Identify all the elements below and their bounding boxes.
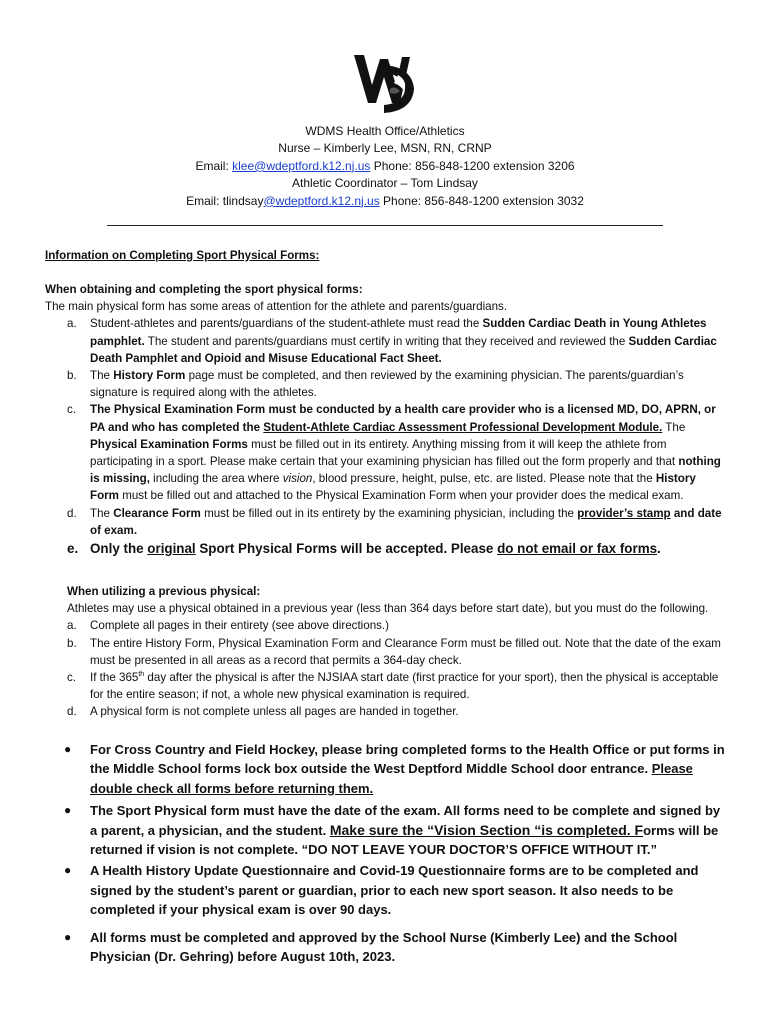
item-bold: Clearance Form	[113, 506, 201, 520]
item-bold: nothing is missing,	[90, 455, 721, 486]
list-marker: a.	[67, 317, 77, 331]
item-bold: Sudden Cardiac Death Pamphlet and Opioid and Misuse Educational Fact Sheet.	[90, 334, 717, 365]
item-text: The	[662, 420, 686, 434]
item-text: The entire History Form, Physical Examination Form and Clearance Form must be filled out. Note that the date of the exam must be presented in all areas as a record that permits a 364-day check.	[90, 636, 721, 667]
divider-line	[107, 225, 663, 226]
previous-heading: When utilizing a previous physical:	[67, 585, 261, 598]
bullet-icon: ●	[64, 742, 72, 756]
list-marker: e.	[67, 541, 79, 557]
header-coordinator: Athletic Coordinator – Tom Lindsay	[292, 176, 478, 191]
bullet-text: For Cross Country and Field Hockey, please bring completed forms to the Health Office or put forms in the Middle School forms lock box outside the West Deptford Middle School door entrance.	[90, 742, 725, 777]
item-text: If the 365	[90, 671, 139, 685]
list-marker: d.	[67, 705, 77, 719]
bullet-text: orms will be returned if vision is not complete. “DO NOT LEAVE YOUR DOCTOR’S OFFICE WITHOUT IT.”	[90, 822, 719, 858]
bullet-item	[45, 801, 725, 859]
item-text: The student and parents/guardians must certify in writing that they received and reviewed the	[144, 334, 629, 348]
item-text: must be filled out in its entirety. Anything missing from it will keep the athlete from participating in a sport. Please make certain that your examining physician has filled out the form properly and that	[90, 437, 679, 469]
header-coordinator-contact	[0, 193, 770, 210]
bullet-text: The Sport Physical form must have the date of the exam. All forms need to be complete and signed by a parent, a physician, and the student.	[90, 803, 721, 838]
item-text: Student-athletes and parents/guardians of the student-athlete must read the	[90, 317, 483, 331]
coordinator-phone: Phone: 856-848-1200 extension 3032	[379, 193, 584, 208]
section-title: Information on Completing Sport Physical Forms:	[45, 249, 320, 262]
header-nurse-contact	[0, 158, 770, 175]
coordinator-email-link[interactable]: @wdeptford.k12.nj.us	[263, 193, 380, 208]
bullet-list	[45, 740, 725, 966]
ordinal-suffix: th	[138, 671, 145, 679]
item-text: The	[90, 369, 114, 383]
providers-stamp: provider’s stamp	[577, 506, 671, 520]
list-marker: c.	[67, 671, 77, 685]
list-item-c	[45, 401, 725, 504]
prev-item-a	[67, 617, 727, 634]
item-bold: Physical Examination Forms	[90, 437, 248, 451]
item-bold: History Form	[90, 472, 696, 503]
list-marker: c.	[67, 403, 77, 417]
item-text: Sport Physical Forms will be accepted. Please	[195, 541, 498, 557]
email-label: Email: tlindsay	[186, 193, 264, 208]
no-email-fax: do not email or fax forms	[497, 541, 658, 557]
previous-intro: Athletes may use a physical obtained in a previous year (less than 364 days before start date), but you must do the following.	[67, 602, 709, 616]
obtaining-intro: The main physical form has some areas of attention for the athlete and parents/guardians.	[45, 300, 508, 314]
item-italic: vision	[282, 472, 313, 486]
item-bold: Sudden Cardiac Death in Young Athletes pamphlet.	[90, 317, 707, 348]
list-marker: b.	[67, 636, 77, 650]
school-logo	[350, 45, 420, 117]
item-bold: and date of exam.	[90, 506, 722, 537]
bullet-text: A Health History Update Questionnaire and Covid-19 Questionnaire forms are to be completed and signed by the student’s parent or guardian, prior to each new sport season. It also needs to be completed if your physical exam is over 90 days.	[90, 863, 699, 918]
item-text: Only the	[90, 541, 148, 557]
item-text: day after the physical is after the NJSIAA start date (first practice for your sport), then the physical is acceptable for the entire season; if not, a whole new physical examination is required.	[90, 671, 719, 702]
bullet-icon: ●	[64, 803, 72, 818]
item-text: The	[90, 506, 114, 520]
bullet-icon: ●	[64, 863, 72, 878]
prev-item-d	[67, 703, 727, 720]
item-text: A physical form is not complete unless all pages are handed in together.	[90, 705, 459, 719]
list-item-d	[45, 505, 725, 539]
item-text: page must be completed, and then reviewed by the examining physician. The parents/guardian’s signature is required along with the athletes.	[90, 369, 684, 400]
list-marker: a.	[67, 619, 77, 633]
prev-item-c	[67, 669, 727, 703]
prev-item-b	[67, 635, 727, 669]
module-name: Student-Athlete Cardiac Assessment Professional Development Module.	[263, 420, 663, 434]
bullet-item	[45, 928, 725, 967]
item-bold: History Form	[113, 369, 186, 383]
obtaining-heading: When obtaining and completing the sport physical forms:	[45, 283, 363, 296]
list-item-b	[45, 367, 725, 401]
item-bold: The Physical Examination Form must be conducted by a health care provider who is a licensed MD, DO, APRN, or PA and who has completed the	[90, 403, 716, 434]
header-nurse: Nurse – Kimberly Lee, MSN, RN, CRNP	[278, 141, 492, 156]
previous-section	[67, 583, 727, 721]
item-text: .	[657, 541, 661, 557]
bullet-text: All forms must be completed and approved by the School Nurse (Kimberly Lee) and the School Physician (Dr. Gehring) before August 10th, 2023.	[90, 929, 678, 965]
list-marker: d.	[67, 506, 77, 520]
nurse-email-link[interactable]: klee@wdeptford.k12.nj.us	[232, 158, 371, 173]
list-marker: b.	[67, 369, 77, 383]
bullet-item	[45, 861, 725, 919]
item-text: , blood pressure, height, pulse, etc. are listed. Please note that the	[312, 472, 656, 486]
nurse-phone: Phone: 856-848-1200 extension 3206	[370, 158, 575, 173]
bullet-underlined: Please double check all forms before returning them.	[90, 761, 693, 796]
email-label: Email:	[195, 158, 233, 173]
item-text: including the area where	[149, 472, 283, 486]
contact-header	[0, 123, 770, 210]
bullet-icon: ●	[64, 929, 72, 944]
header-office: WDMS Health Office/Athletics	[305, 124, 465, 138]
obtaining-section	[45, 281, 725, 558]
item-text: Complete all pages in their entirety (see above directions.)	[90, 619, 390, 633]
list-item-a	[45, 315, 725, 367]
item-text: must be filled out in its entirety by the examining physician, including the	[200, 506, 578, 520]
original-word: original	[147, 541, 196, 557]
item-text: must be filled out and attached to the Physical Examination Form when your provider does the medical exam.	[118, 489, 684, 503]
vision-notice: Make sure the “Vision Section “is completed. F	[329, 821, 644, 838]
list-item-e	[45, 539, 725, 558]
bullet-item	[45, 740, 725, 798]
